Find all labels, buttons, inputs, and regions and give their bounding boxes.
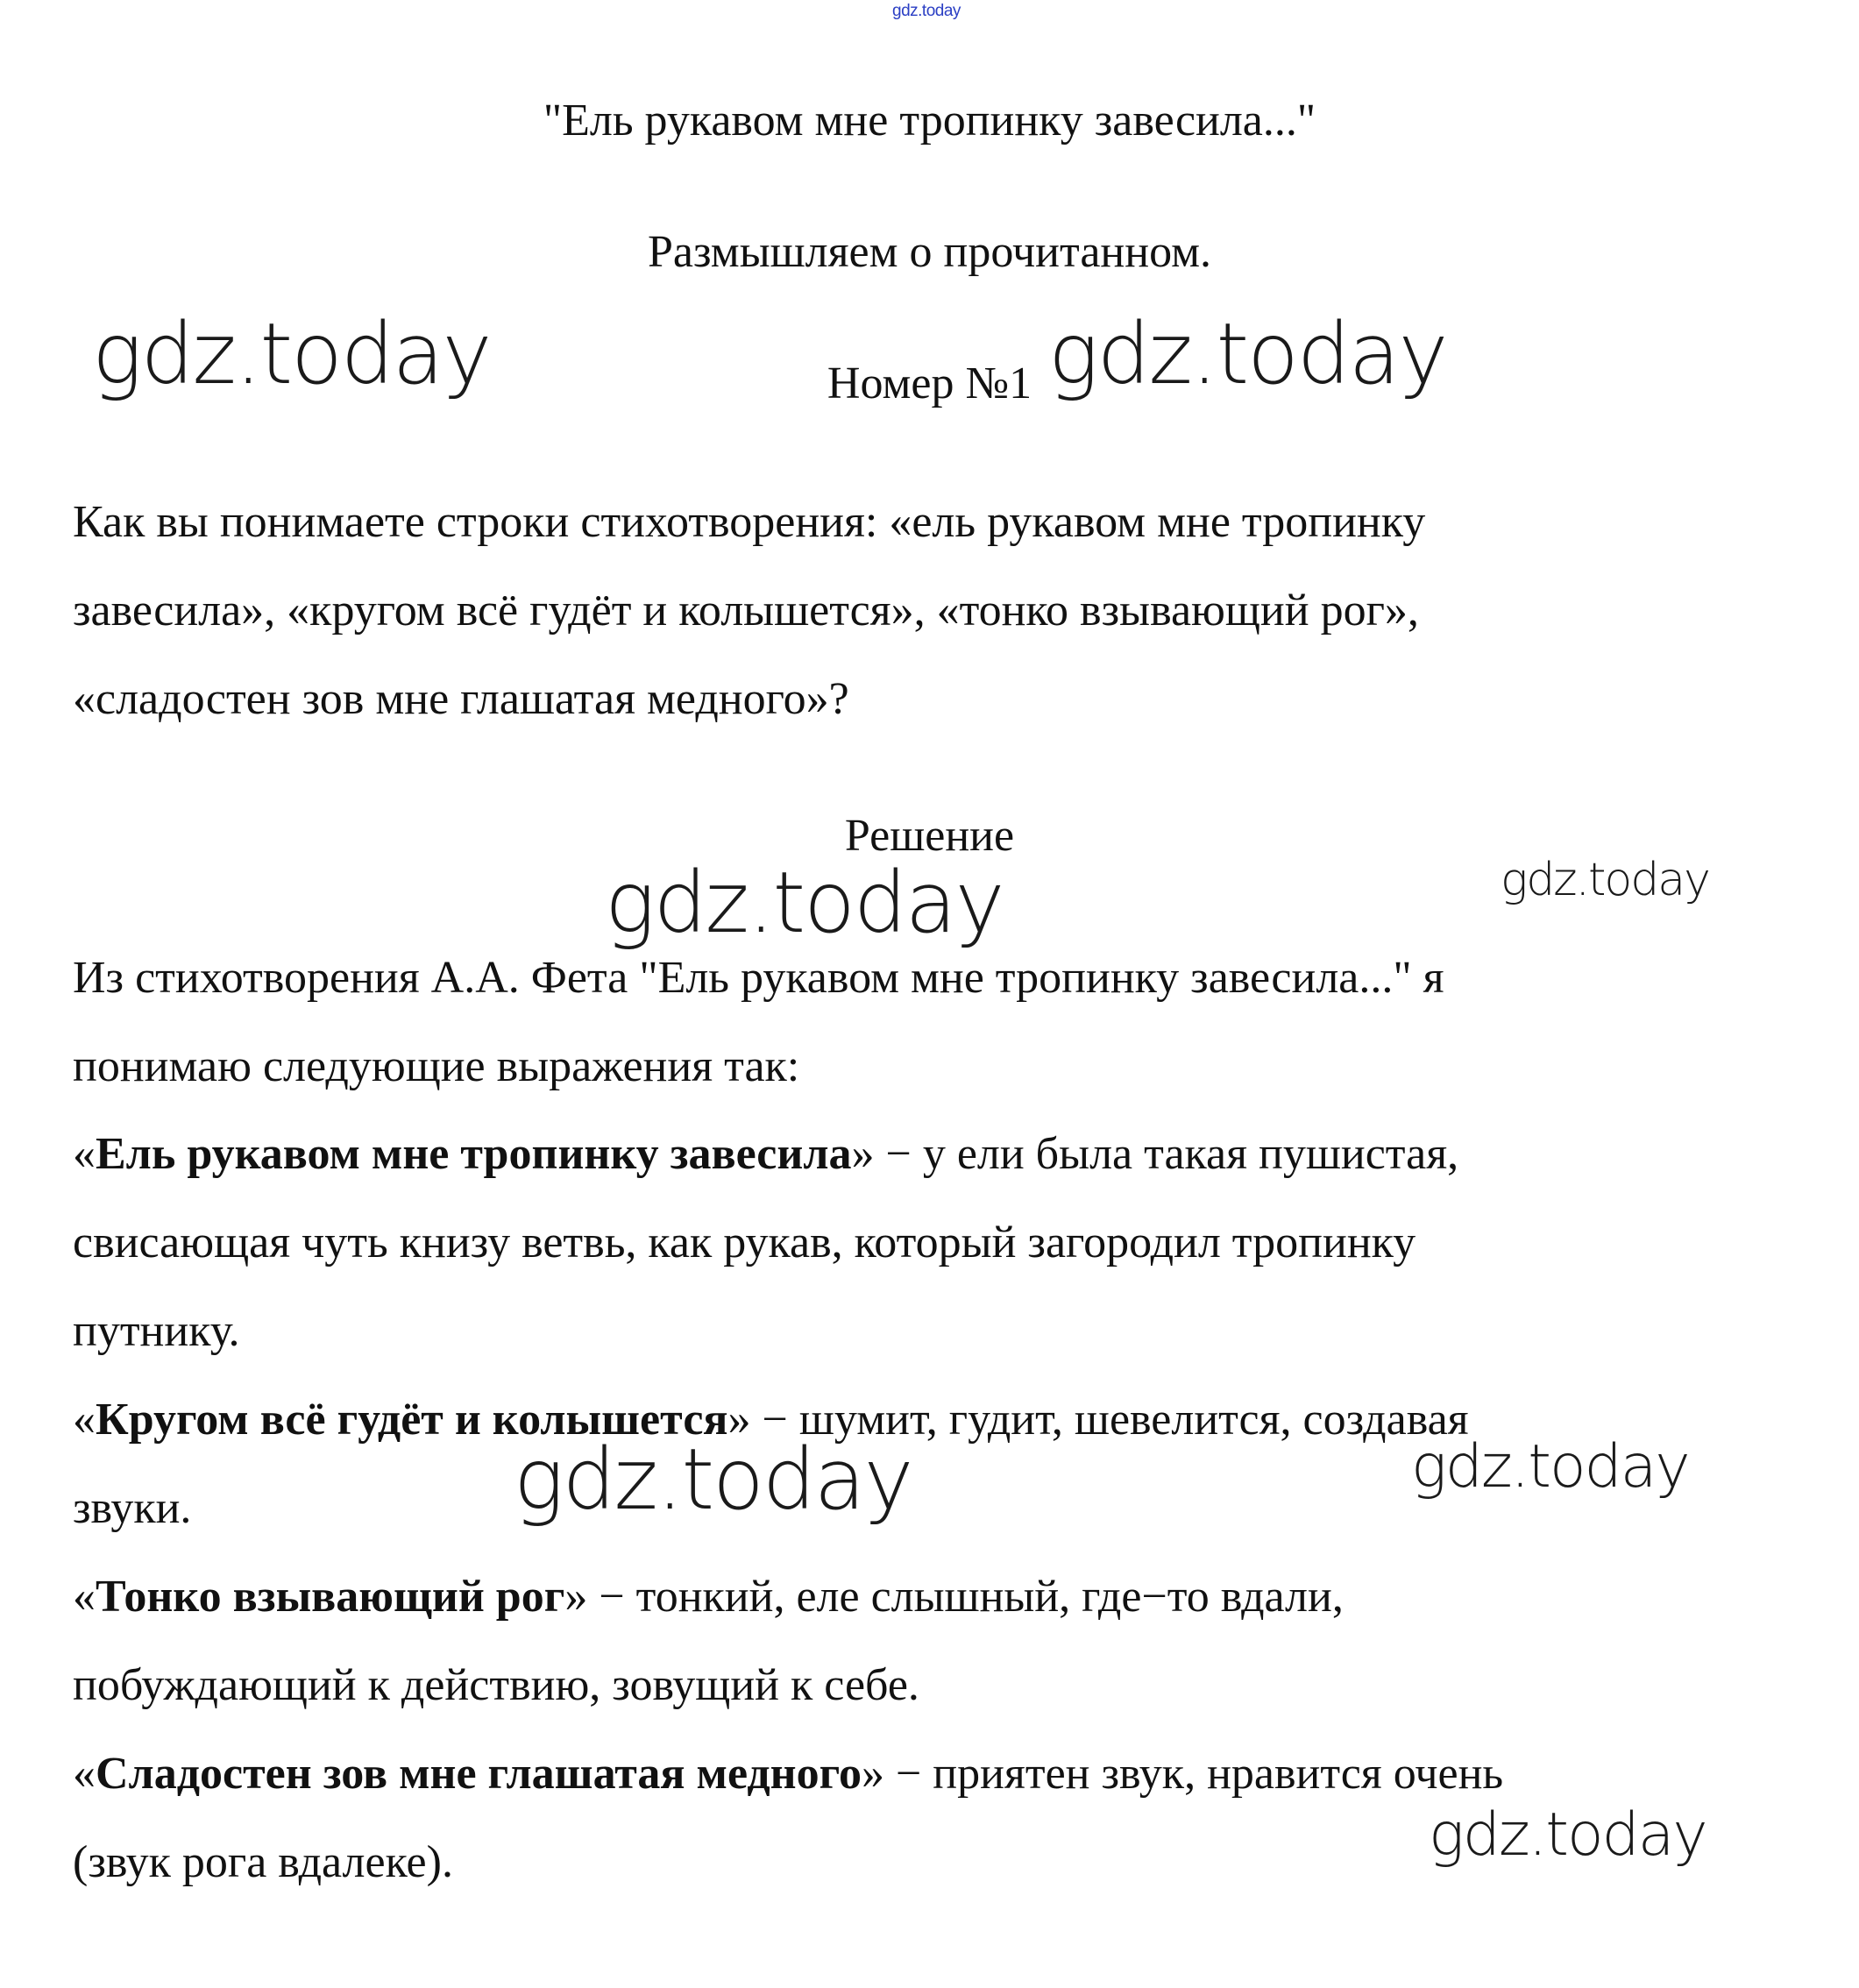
watermark: gdz.today <box>1429 1800 1706 1870</box>
section-subtitle: Размышляем о прочитанном. <box>647 227 1212 277</box>
answer-intro <box>73 934 1756 1111</box>
exercise-number: Номер №1 <box>827 359 1032 408</box>
question-line: «сладостен зов мне глашатая медного»? <box>73 674 849 724</box>
item-2-line: «Кругом всё гудёт и колышется» − шумит, гудит, шевелится, создавая <box>73 1395 1469 1445</box>
item-3-phrase: Тонко взывающий рог <box>96 1572 565 1622</box>
item-1-line: путнику. <box>73 1306 240 1356</box>
watermark: gdz.today <box>1048 305 1447 403</box>
item-3-line: побуждающий к действию, зовущий к себе. <box>73 1660 919 1710</box>
intro-line: Из стихотворения А.А. Фета "Ель рукавом мне тропинку завесила..." я <box>73 953 1444 1003</box>
watermark: gdz.today <box>605 854 1004 952</box>
watermark: gdz.today <box>1411 1432 1689 1502</box>
question-line: Как вы понимаете строки стихотворения: «ель рукавом мне тропинку <box>73 497 1426 547</box>
item-4-line: «Сладостен зов мне глашатая медного» − приятен звук, нравится очень <box>73 1749 1504 1799</box>
item-4-phrase: Сладостен зов мне глашатая медного <box>96 1749 862 1799</box>
item-1-phrase: Ель рукавом мне тропинку завесила <box>96 1129 852 1179</box>
watermark: gdz.today <box>514 1431 912 1529</box>
intro-line: понимаю следующие выражения так: <box>73 1041 800 1091</box>
item-2-phrase: Кругом всё гудёт и колышется <box>96 1395 728 1445</box>
item-2-line: звуки. <box>73 1483 192 1533</box>
item-3-line: «Тонко взывающий рог» − тонкий, еле слышный, где−то вдали, <box>73 1572 1344 1622</box>
watermark: gdz.today <box>92 305 491 403</box>
item-1-line: свисающая чуть книзу ветвь, как рукав, который загородил тропинку <box>73 1218 1416 1267</box>
item-1-line: «Ель рукавом мне тропинку завесила» − у ели была такая пушистая, <box>73 1129 1459 1179</box>
top-watermark: gdz.today <box>892 2 961 20</box>
solution-heading: Решение <box>844 811 1015 861</box>
question-line: завесила», «кругом всё гудёт и колышется», «тонко взывающий рог», <box>73 586 1419 635</box>
item-4-line: (звук рога вдалеке). <box>73 1837 453 1887</box>
page-title: "Ель рукавом мне тропинку завесила..." <box>543 96 1316 146</box>
answer-items <box>73 1110 1756 1906</box>
question-text <box>73 478 1756 743</box>
watermark: gdz.today <box>1501 854 1709 906</box>
